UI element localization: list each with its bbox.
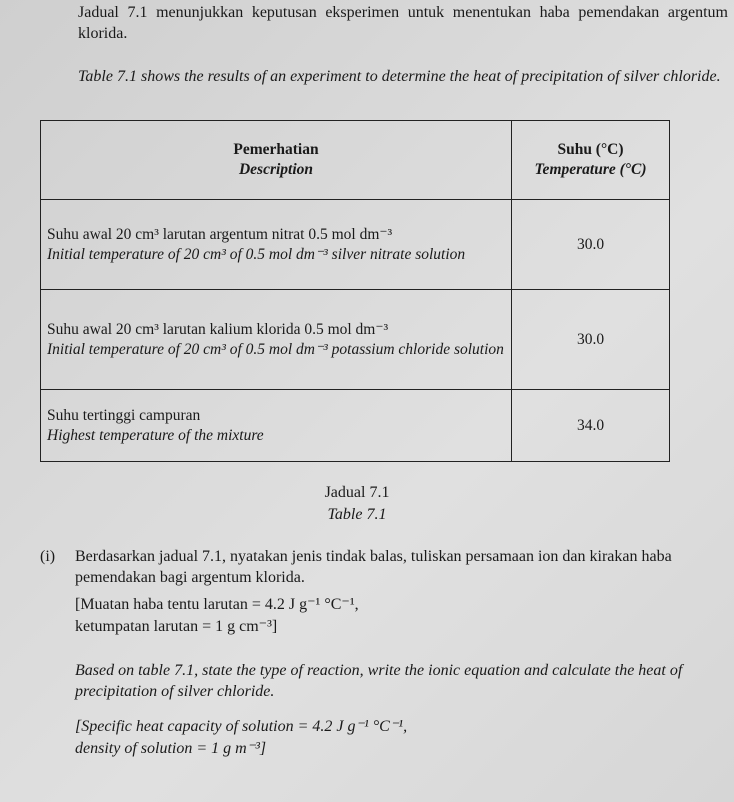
header-temp-english: Temperature (°C) <box>534 161 647 178</box>
row-malay: Suhu awal 20 cm³ larutan kalium klorida 0.5 mol dm⁻³ <box>47 320 389 338</box>
question-english-data-1: [Specific heat capacity of solution = 4.2 J g⁻¹ °C⁻¹, <box>75 718 408 735</box>
table-row <box>41 390 670 462</box>
question-malay-data-2: ketumpatan larutan = 1 g cm⁻³] <box>75 618 278 635</box>
header-desc-english: Description <box>238 161 314 178</box>
row-english: Highest temperature of the mixture <box>47 426 264 444</box>
question-malay-data-1: [Muatan haba tentu larutan = 4.2 J g⁻¹ °C⁻¹, <box>75 596 359 613</box>
question-english-data-2: density of solution = 1 g m⁻³] <box>75 740 267 757</box>
caption-malay: Jadual 7.1 <box>324 484 390 501</box>
results-table <box>40 120 670 462</box>
table-row <box>41 200 670 290</box>
table-row <box>41 290 670 390</box>
intro-malay: Jadual 7.1 menunjukkan keputusan eksperimen untuk menentukan haba pemendakan argentum klorida. <box>78 4 728 42</box>
header-temp-malay: Suhu (°C) <box>557 141 624 158</box>
row-malay: Suhu tertinggi campuran <box>47 406 201 424</box>
question-english: Based on table 7.1, state the type of reaction, write the ionic equation and calculate the heat of precipitation of silver chloride. <box>75 662 683 700</box>
caption-english: Table 7.1 <box>327 506 387 523</box>
row-english: Initial temperature of 20 cm³ of 0.5 mol dm⁻³ silver nitrate solution <box>47 245 466 263</box>
row-malay: Suhu awal 20 cm³ larutan argentum nitrat 0.5 mol dm⁻³ <box>47 225 393 243</box>
intro-english: Table 7.1 shows the results of an experiment to determine the heat of precipitation of silver chloride. <box>78 68 721 85</box>
question-number: (i) <box>40 548 56 565</box>
row-value: 34.0 <box>512 390 670 462</box>
row-value: 30.0 <box>512 200 670 290</box>
question-malay: Berdasarkan jadual 7.1, nyatakan jenis tindak balas, tuliskan persamaan ion dan kirakan haba pemendakan bagi argentum klorida. <box>75 548 672 586</box>
header-desc-malay: Pemerhatian <box>233 141 319 158</box>
row-english: Initial temperature of 20 cm³ of 0.5 mol dm⁻³ potassium chloride solution <box>47 340 504 358</box>
table-header <box>41 121 670 200</box>
row-value: 30.0 <box>512 290 670 390</box>
